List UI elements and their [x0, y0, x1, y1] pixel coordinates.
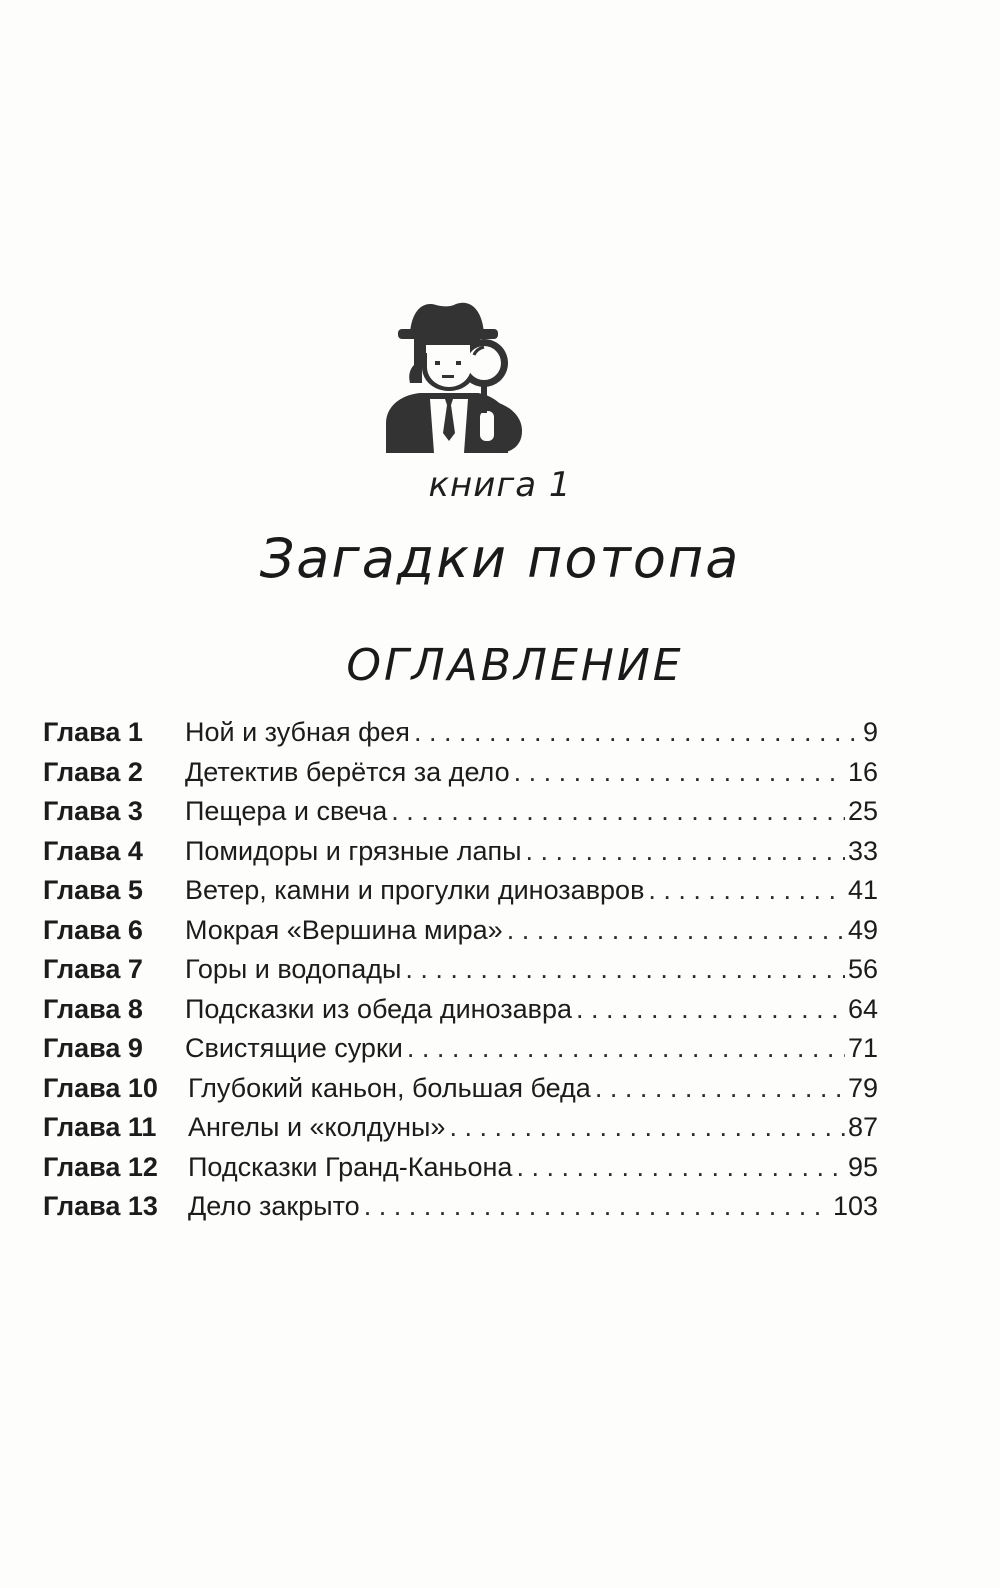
page-number: 79	[847, 1072, 878, 1103]
page-number: 56	[847, 954, 878, 984]
chapter-label: Глава 12	[43, 1151, 158, 1182]
toc-entry[interactable]	[43, 1069, 878, 1109]
chapter-title: Глубокий каньон, большая беда	[188, 1072, 591, 1103]
toc-entry[interactable]	[43, 911, 878, 951]
toc-heading: ОГЛАВЛЕНИЕ	[346, 640, 684, 691]
chapter-title: Ной и зубная фея	[185, 717, 410, 747]
dot-leader	[507, 911, 845, 951]
chapter-label: Глава 7	[43, 954, 143, 984]
toc-entry[interactable]	[43, 753, 878, 793]
chapter-title: Ангелы и «колдуны»	[188, 1112, 446, 1142]
chapter-title: Дело закрыто	[188, 1191, 360, 1221]
chapter-label: Глава 11	[43, 1112, 157, 1142]
page-number: 33	[847, 835, 878, 866]
detective-with-magnifier-icon	[380, 295, 530, 453]
chapter-title: Помидоры и грязные лапы	[185, 835, 522, 866]
chapter-title: Подсказки Гранд-Каньона	[188, 1151, 513, 1182]
page-number: 71	[847, 1033, 878, 1063]
toc-entry[interactable]	[43, 1148, 878, 1188]
toc-entry[interactable]	[43, 792, 878, 832]
dot-leader	[449, 1108, 845, 1148]
chapter-label: Глава 10	[43, 1072, 158, 1103]
toc-entry[interactable]	[43, 832, 878, 872]
page-number: 16	[847, 756, 878, 787]
chapter-title: Мокрая «Вершина мира»	[185, 914, 503, 945]
chapter-title: Свистящие сурки	[185, 1033, 403, 1063]
page-number: 87	[847, 1112, 878, 1142]
dot-leader	[414, 713, 860, 753]
dot-leader	[364, 1187, 830, 1227]
page-number: 103	[832, 1191, 878, 1221]
dot-leader	[648, 871, 845, 911]
chapter-label: Глава 8	[43, 993, 143, 1024]
page-number: 95	[847, 1151, 878, 1182]
toc-entry[interactable]	[43, 950, 878, 990]
chapter-label: Глава 13	[43, 1191, 158, 1221]
page-number: 9	[862, 717, 878, 747]
toc-entry[interactable]	[43, 1187, 878, 1227]
toc-entry[interactable]	[43, 713, 878, 753]
chapter-title: Подсказки из обеда динозавра	[185, 993, 573, 1024]
page-number: 41	[847, 875, 878, 905]
dot-leader	[405, 950, 845, 990]
dot-leader	[576, 990, 845, 1030]
chapter-label: Глава 6	[43, 914, 143, 945]
dot-leader	[407, 1029, 845, 1069]
book-title: Загадки потопа	[259, 527, 741, 590]
dot-leader	[514, 753, 845, 793]
toc-entry[interactable]	[43, 871, 878, 911]
page-number: 49	[847, 914, 878, 945]
page-number: 25	[847, 796, 878, 826]
dot-leader	[516, 1148, 845, 1188]
toc-entry[interactable]	[43, 1108, 878, 1148]
page-number: 64	[847, 993, 878, 1024]
chapter-title: Горы и водопады	[185, 954, 402, 984]
toc-entry[interactable]	[43, 990, 878, 1030]
chapter-title: Ветер, камни и прогулки динозавров	[185, 875, 645, 905]
book-number-label: книга 1	[428, 465, 572, 505]
chapter-title: Пещера и свеча	[185, 796, 388, 826]
dot-leader	[526, 832, 845, 872]
chapter-label: Глава 9	[43, 1033, 143, 1063]
chapter-title: Детектив берётся за дело	[185, 756, 510, 787]
chapter-label: Глава 5	[43, 875, 143, 905]
dot-leader	[595, 1069, 845, 1109]
chapter-label: Глава 3	[43, 796, 143, 826]
toc-entry[interactable]	[43, 1029, 878, 1069]
chapter-label: Глава 4	[43, 835, 143, 866]
table-of-contents	[43, 713, 878, 1227]
chapter-label: Глава 1	[43, 717, 143, 747]
dot-leader	[391, 792, 845, 832]
chapter-label: Глава 2	[43, 756, 143, 787]
